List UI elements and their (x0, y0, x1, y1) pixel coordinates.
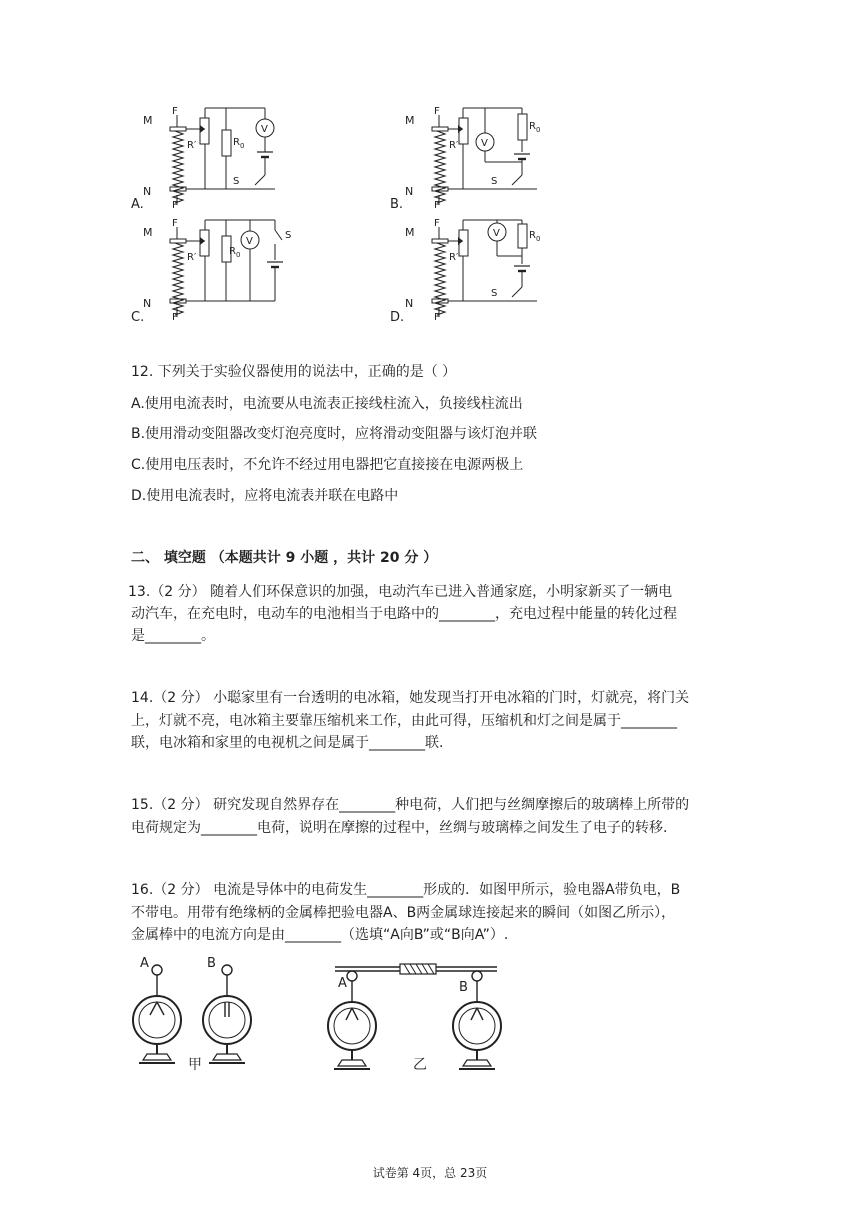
q14-line-1: 14.（2 分） 小聪家里有一台透明的电冰箱，她发现当打开电冰箱的门时，灯就亮，将门关 (131, 690, 690, 706)
svg-text:F: F (434, 312, 440, 323)
circuit-options-figure (125, 100, 565, 330)
svg-text:R0: $R_0$ (233, 137, 245, 150)
svg-text:F: F (172, 106, 178, 117)
svg-text:N: N (143, 297, 152, 310)
connected-electroscopes-yi (328, 964, 501, 1069)
svg-text:F: F (434, 106, 440, 117)
svg-text:R′: R′ (449, 140, 459, 151)
q14-line-2: 上，灯就不亮，电冰箱主要靠压缩机来工作，由此可得，压缩机和灯之间是属于________ (131, 713, 677, 729)
svg-text:R0: $R_0$ (229, 246, 241, 259)
q12-stem: 12. 下列关于实验仪器使用的说法中，正确的是（ ） (131, 364, 457, 380)
svg-text:N: N (405, 297, 414, 310)
electroscope-a-jia (133, 956, 181, 1063)
circuit-option-a (143, 106, 275, 211)
svg-text:R0: $R_0$ (529, 121, 541, 134)
q15-line-1: 15.（2 分） 研究发现自然界存在________种电荷，人们把与丝绸摩擦后的玻璃棒上所带的 (131, 797, 690, 813)
q16-line-3: 金属棒中的电流方向是由________（选填“A向B”或“B向A”）. (131, 927, 509, 943)
q13-line-3: 是________。 (131, 628, 215, 644)
page-footer: 试卷第 4页，总 23页 (372, 1166, 488, 1180)
svg-text:M: M (405, 226, 415, 239)
option-d-label[interactable]: D. (390, 310, 405, 325)
svg-text:R′: R′ (449, 252, 459, 263)
q13-line-1: 13.（2 分） 随着人们环保意识的加强，电动汽车已进入普通家庭，小明家新买了一辆电 (128, 584, 673, 600)
q13-line-2: 动汽车，在充电时，电动车的电池相当于电路中的________，充电过程中能量的转化过程 (131, 606, 677, 622)
svg-text:F: F (434, 200, 440, 211)
q12-option-c[interactable]: C.使用电压表时，不允许不经过用电器把它直接接在电源两极上 (131, 457, 524, 473)
svg-text:M: M (405, 114, 415, 127)
electroscope-b-jia (203, 956, 251, 1063)
q12-option-d[interactable]: D.使用电流表时，应将电流表并联在电路中 (131, 488, 399, 504)
q16-line-1: 16.（2 分） 电流是导体中的电荷发生________形成的．如图甲所示，验电器A带负电，B (131, 882, 681, 898)
svg-text:S: S (491, 288, 498, 299)
svg-text:A: A (140, 956, 149, 971)
option-a-label[interactable]: A. (131, 197, 144, 212)
q12-option-b[interactable]: B.使用滑动变阻器改变灯泡亮度时，应将滑动变阻器与该灯泡并联 (131, 426, 538, 442)
circuit-option-c (143, 218, 291, 323)
figure-label-jia: 甲 (188, 1057, 202, 1073)
q15-line-2: 电荷规定为________电荷，说明在摩擦的过程中，丝绸与玻璃棒之间发生了电子的转移. (131, 820, 668, 836)
svg-text:V: V (493, 228, 500, 239)
svg-text:S: S (233, 176, 240, 187)
svg-text:B: B (459, 980, 468, 995)
svg-text:M: M (143, 226, 153, 239)
svg-text:V: V (246, 236, 253, 247)
figure-label-yi: 乙 (413, 1057, 427, 1073)
circuit-option-d (405, 218, 540, 323)
svg-text:B: B (207, 956, 216, 971)
svg-text:F: F (172, 312, 178, 323)
svg-text:R′: R′ (187, 140, 197, 151)
option-c-label[interactable]: C. (131, 310, 145, 325)
option-b-label[interactable]: B. (390, 197, 404, 212)
svg-text:F: F (172, 200, 178, 211)
svg-text:N: N (405, 185, 414, 198)
q14-line-3: 联，电冰箱和家里的电视机之间是属于________联. (131, 735, 444, 751)
electroscope-figure (125, 955, 545, 1075)
svg-text:N: N (143, 185, 152, 198)
svg-text:S: S (491, 176, 498, 187)
svg-text:A: A (338, 976, 347, 991)
svg-text:F: F (434, 218, 440, 229)
svg-text:V: V (261, 124, 268, 135)
section-title: 二、 填空题 （本题共计 9 小题 ，共计 20 分 ） (131, 550, 438, 566)
svg-text:F: F (172, 218, 178, 229)
q16-line-2: 不带电。用带有绝缘柄的金属棒把验电器A、B两金属球连接起来的瞬间（如图乙所示）， (131, 905, 676, 921)
q12-option-a[interactable]: A.使用电流表时，电流要从电流表正接线柱流入，负接线柱流出 (131, 396, 523, 412)
svg-text:V: V (481, 138, 488, 149)
svg-text:R′: R′ (187, 252, 197, 263)
svg-text:S: S (285, 230, 292, 241)
circuit-option-b (405, 106, 540, 211)
svg-text:R0: $R_0$ (529, 230, 541, 243)
svg-text:M: M (143, 114, 153, 127)
